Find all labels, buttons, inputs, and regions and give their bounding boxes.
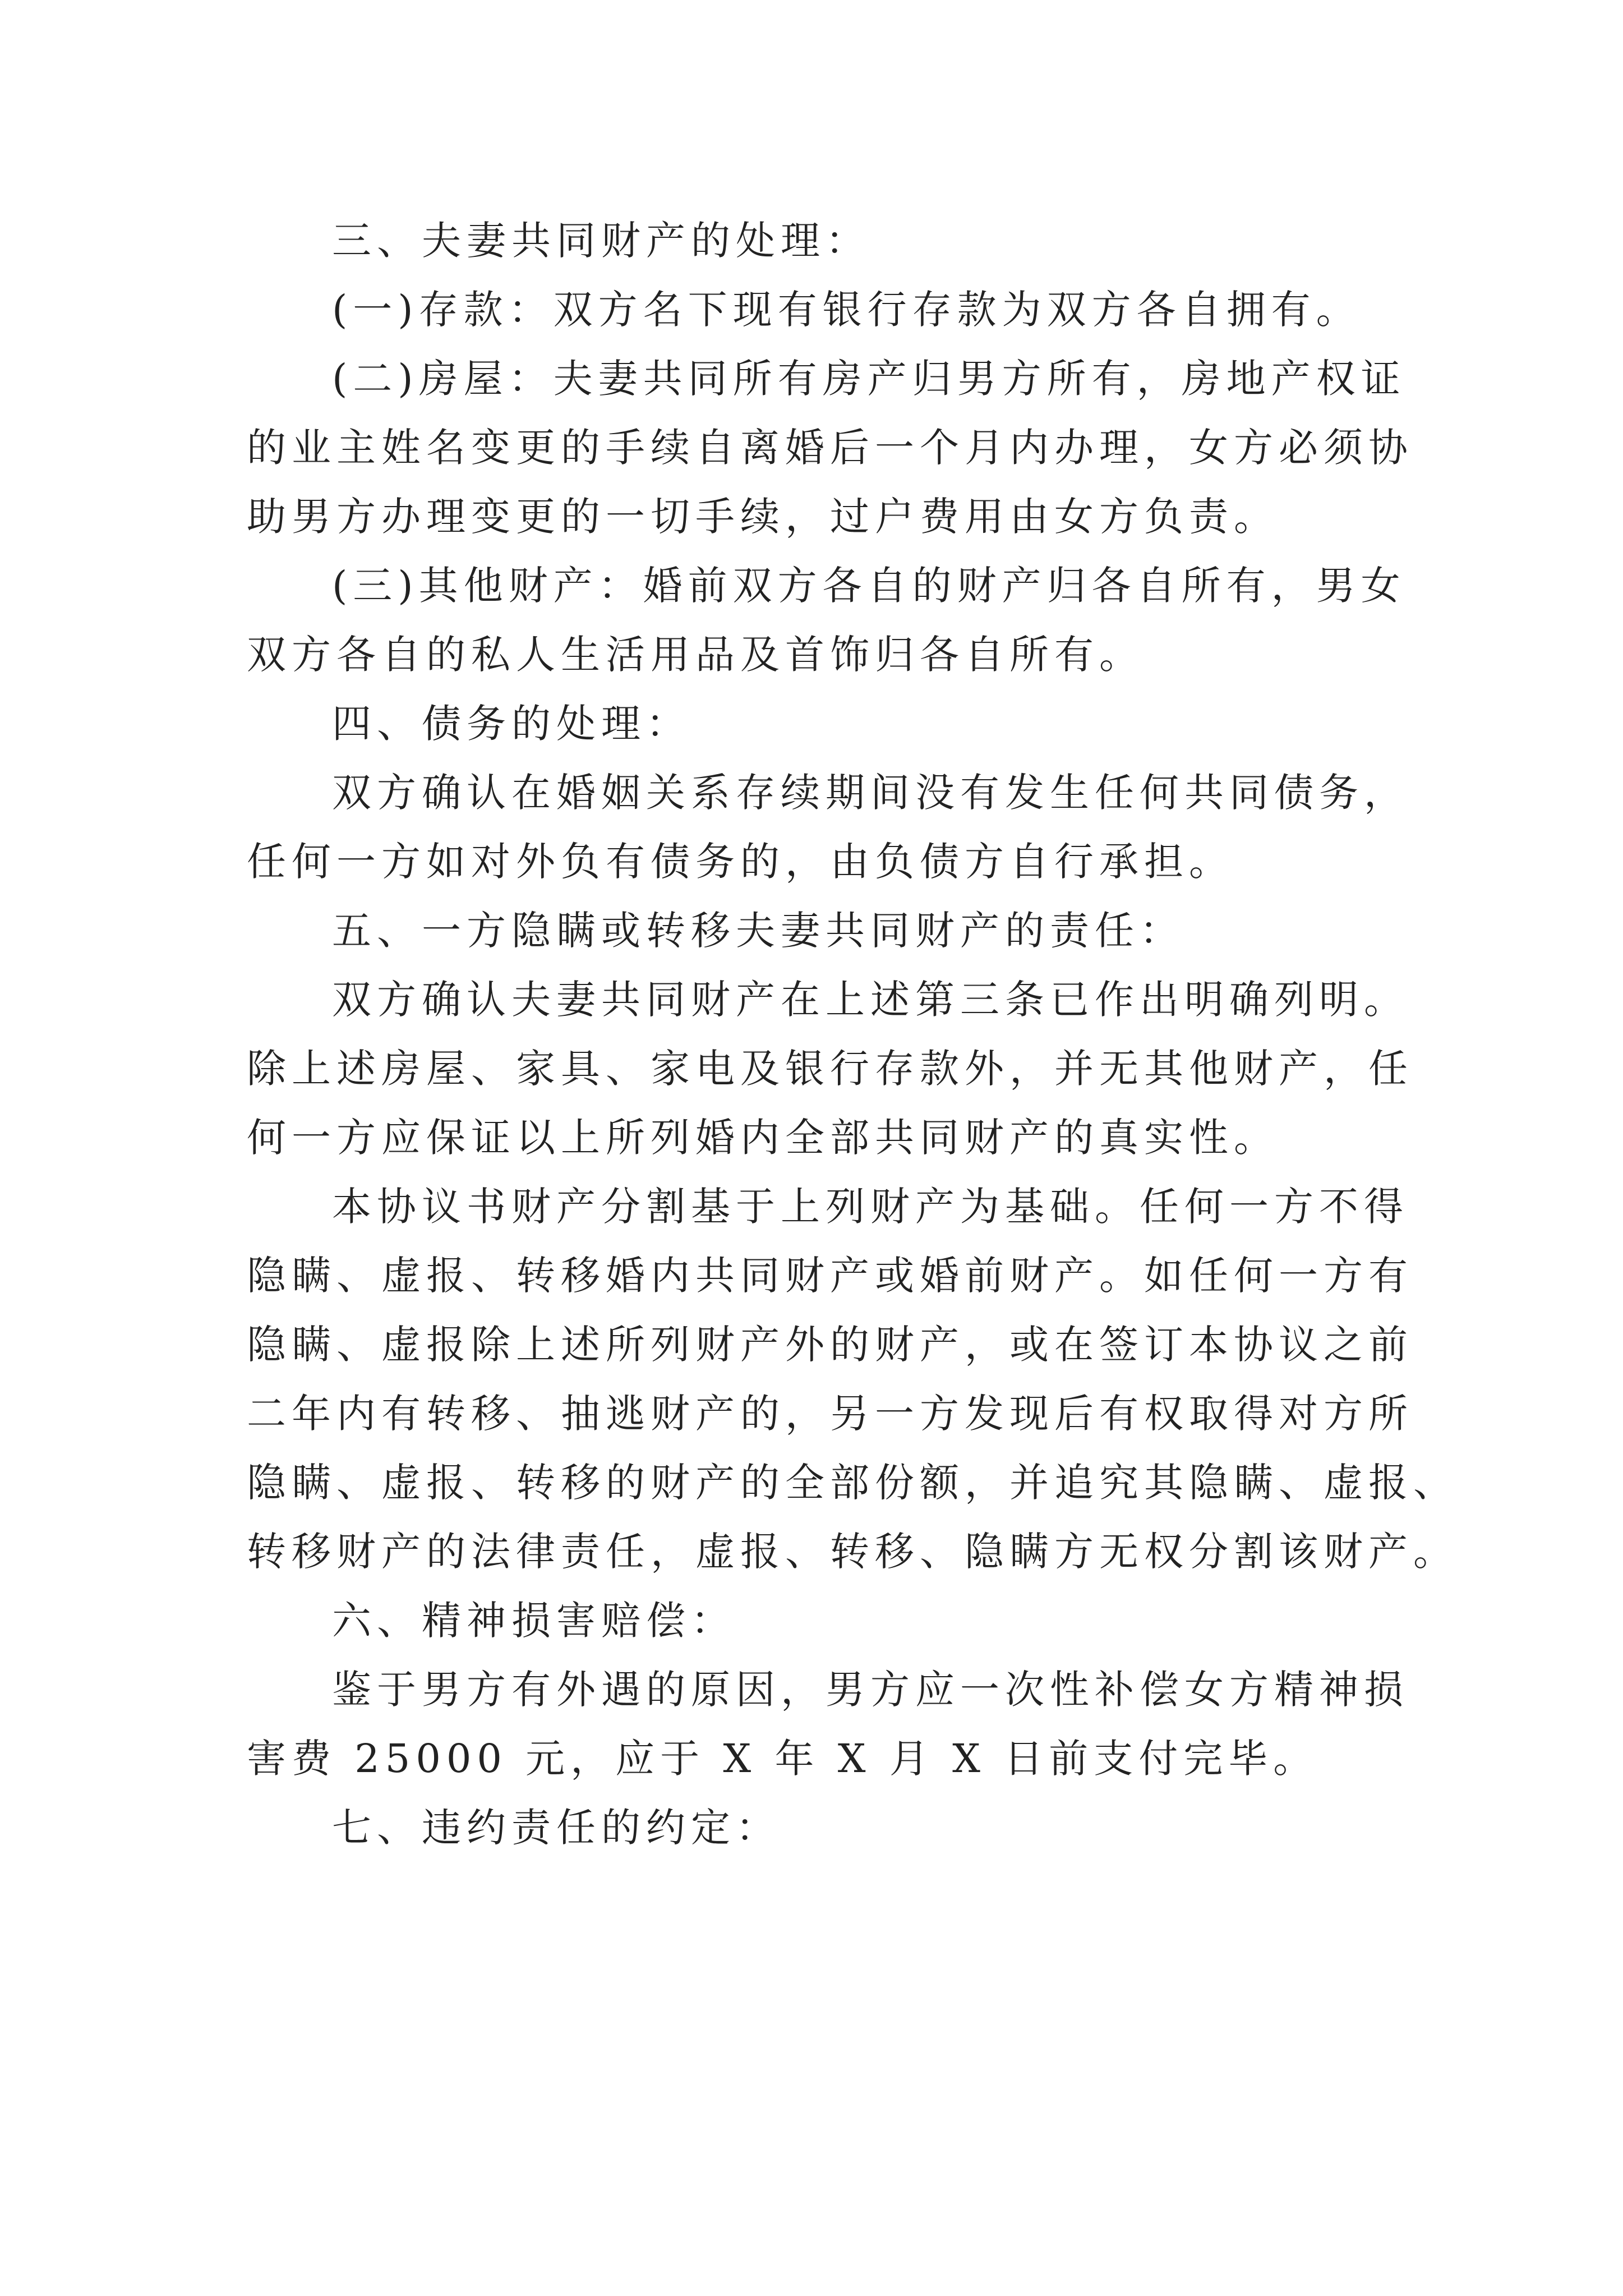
paragraph-compensation-line-1: 鉴于男方有外遇的原因，男方应一次性补偿女方精神损 xyxy=(332,1667,1409,1713)
section-heading-joint-property: 三、夫妻共同财产的处理： xyxy=(332,218,870,264)
paragraph-deposits: (一)存款：双方名下现有银行存款为双方各自拥有。 xyxy=(332,287,1361,333)
paragraph-debts-line-1: 双方确认在婚姻关系存续期间没有发生任何共同债务， xyxy=(332,770,1409,816)
paragraph-division-line-6: 转移财产的法律责任，虚报、转移、隐瞒方无权分割该财产。 xyxy=(247,1529,1458,1575)
section-heading-debts: 四、债务的处理： xyxy=(332,701,691,747)
paragraph-confirmation-line-1: 双方确认夫妻共同财产在上述第三条已作出明确列明。 xyxy=(332,977,1409,1023)
paragraph-confirmation-line-3: 何一方应保证以上所列婚内全部共同财产的真实性。 xyxy=(247,1115,1279,1161)
paragraph-house-line-3: 助男方办理变更的一切手续，过户费用由女方负责。 xyxy=(247,494,1279,540)
paragraph-house-line-1: (二)房屋：夫妻共同所有房产归男方所有，房地产权证 xyxy=(332,356,1406,402)
paragraph-debts-line-2: 任何一方如对外负有债务的，由负债方自行承担。 xyxy=(247,839,1234,885)
paragraph-division-line-3: 隐瞒、虚报除上述所列财产外的财产，或在签订本协议之前 xyxy=(247,1322,1413,1368)
paragraph-division-line-2: 隐瞒、虚报、转移婚内共同财产或婚前财产。如任何一方有 xyxy=(247,1253,1413,1299)
paragraph-other-property-line-1: (三)其他财产：婚前双方各自的财产归各自所有，男女 xyxy=(332,563,1406,609)
paragraph-other-property-line-2: 双方各自的私人生活用品及首饰归各自所有。 xyxy=(247,632,1144,678)
paragraph-confirmation-line-2: 除上述房屋、家具、家电及银行存款外，并无其他财产，任 xyxy=(247,1046,1413,1092)
section-heading-concealment: 五、一方隐瞒或转移夫妻共同财产的责任： xyxy=(332,908,1184,954)
paragraph-division-line-5: 隐瞒、虚报、转移的财产的全部份额，并追究其隐瞒、虚报、 xyxy=(247,1460,1458,1506)
document-body xyxy=(247,206,1458,1862)
paragraph-house-line-2: 的业主姓名变更的手续自离婚后一个月内办理，女方必须协 xyxy=(247,425,1413,471)
paragraph-compensation-line-2: 害费 25000 元，应于 X 年 X 月 X 日前支付完毕。 xyxy=(247,1736,1318,1782)
paragraph-division-line-1: 本协议书财产分割基于上列财产为基础。任何一方不得 xyxy=(332,1184,1409,1230)
section-heading-breach: 七、违约责任的约定： xyxy=(332,1805,781,1851)
paragraph-division-line-4: 二年内有转移、抽逃财产的，另一方发现后有权取得对方所 xyxy=(247,1391,1413,1437)
section-heading-compensation: 六、精神损害赔偿： xyxy=(332,1598,736,1644)
